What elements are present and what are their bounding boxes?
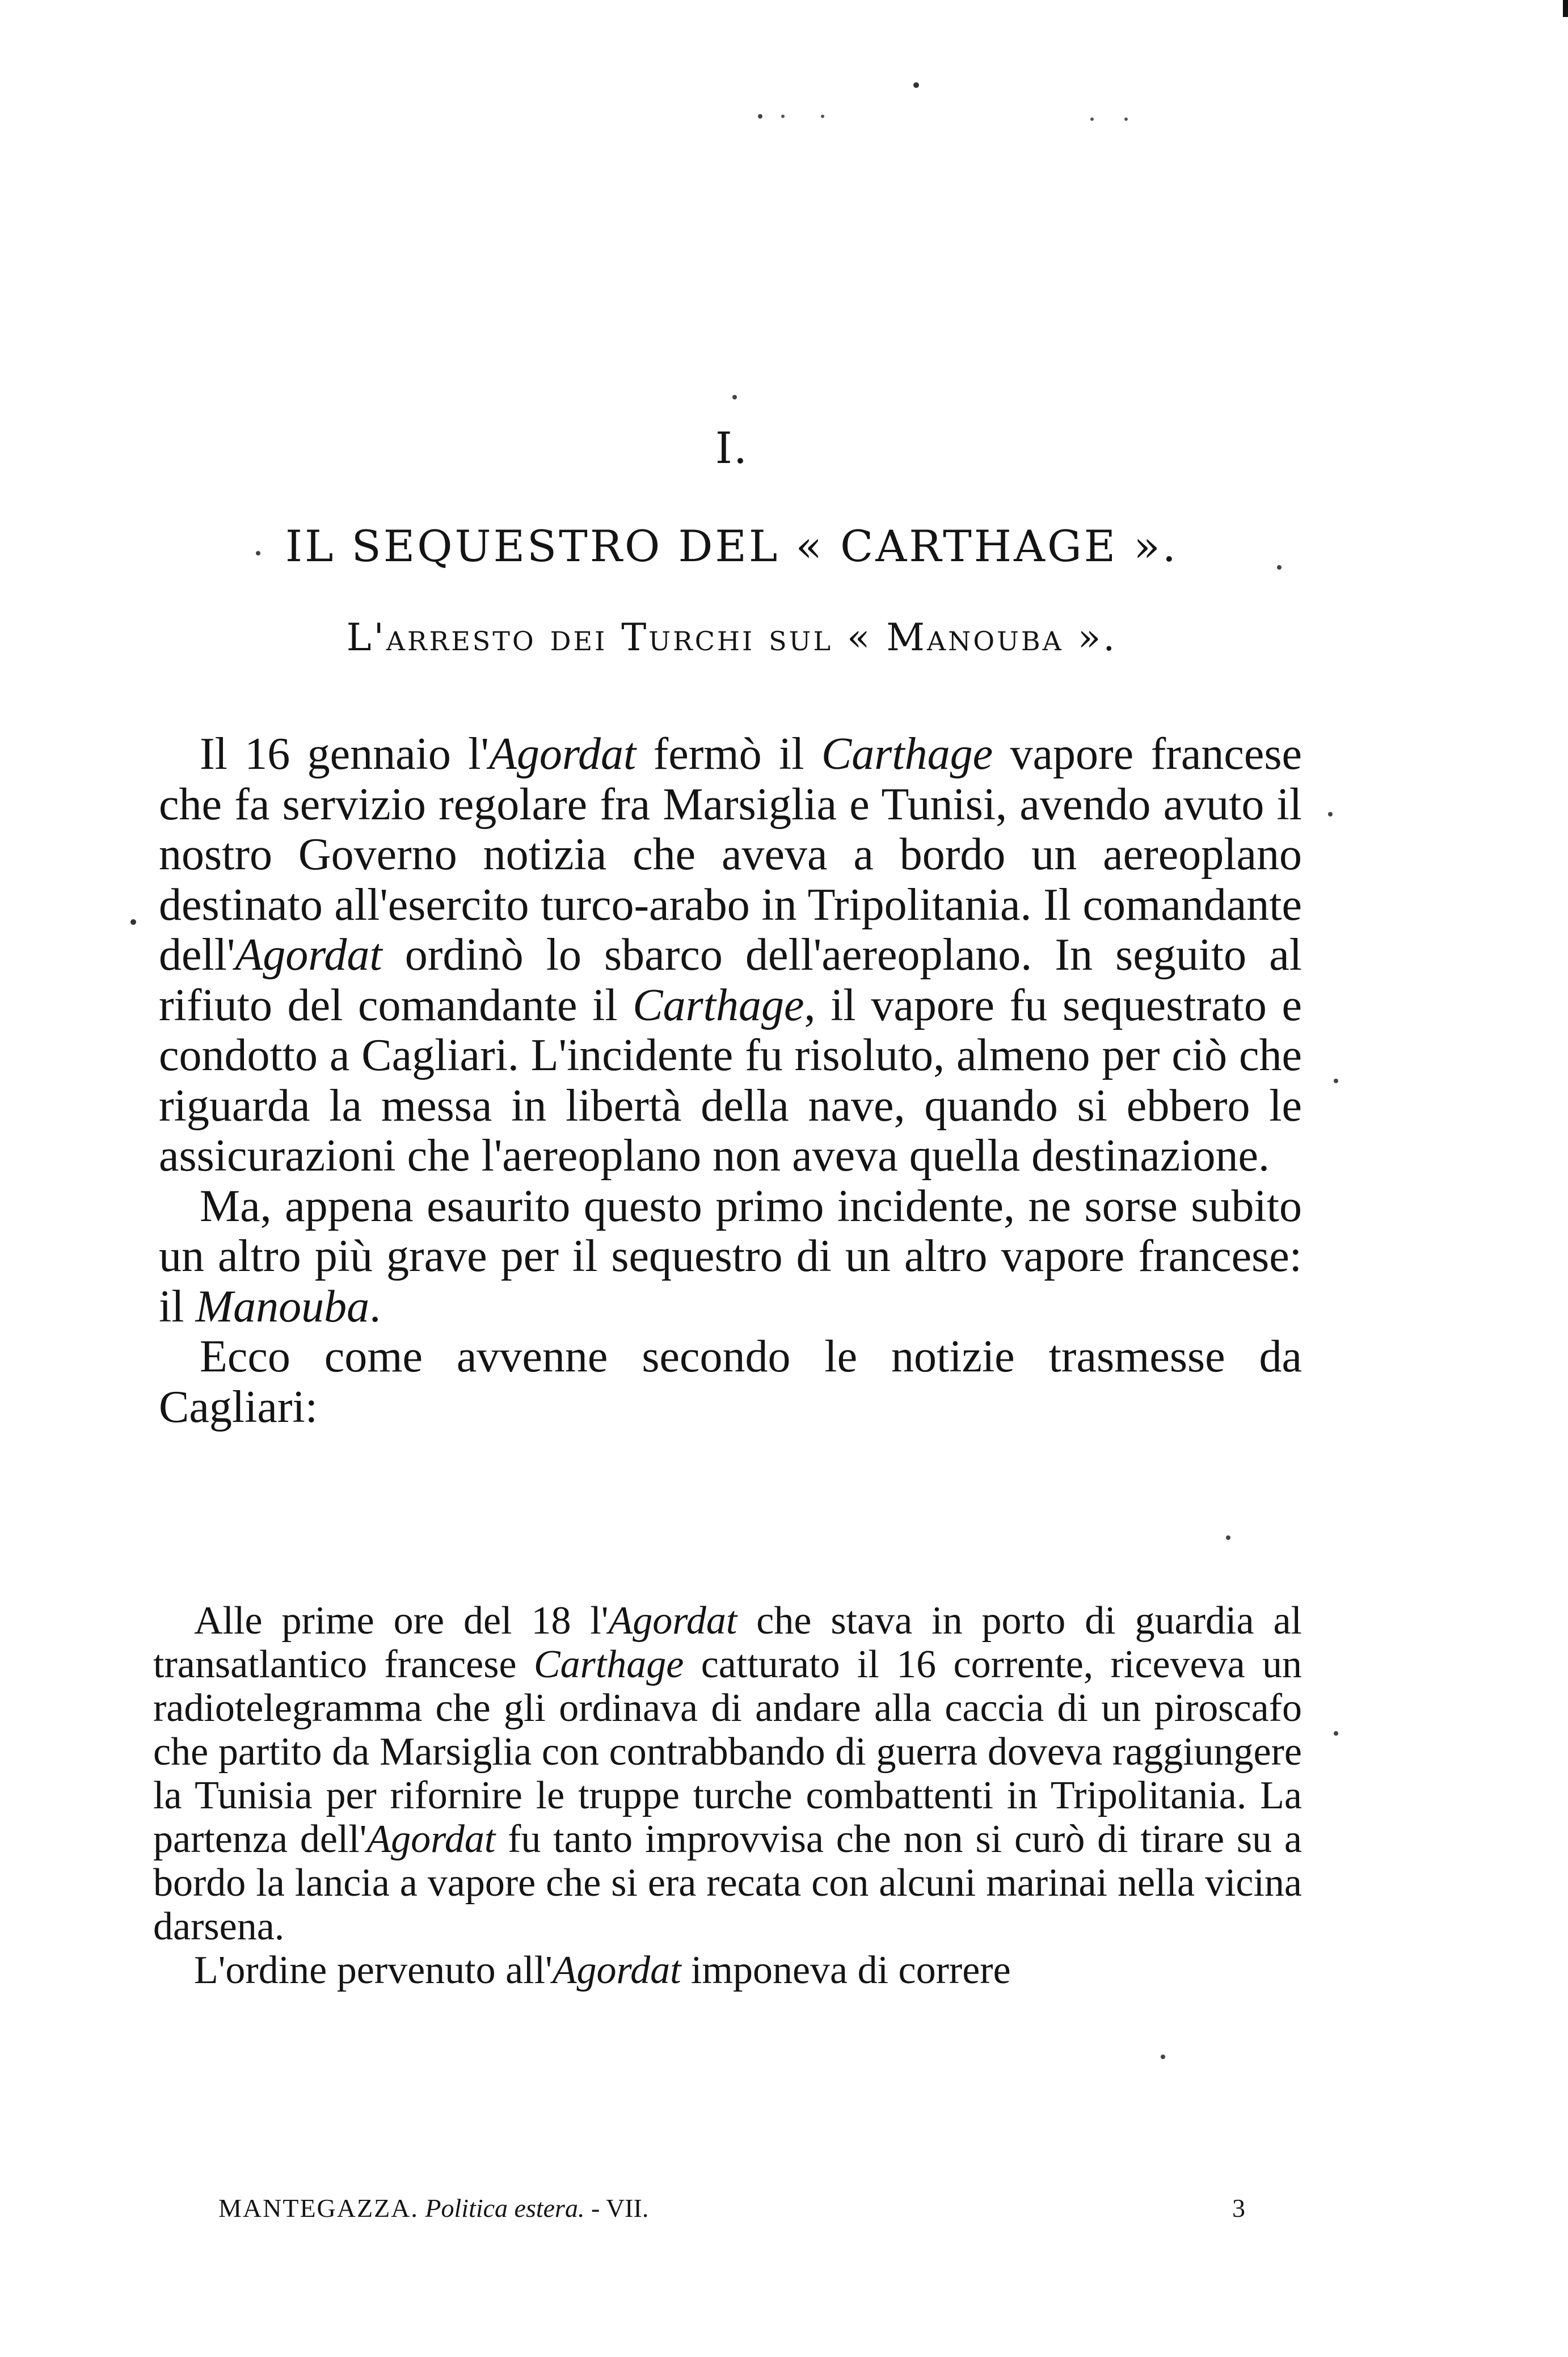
ship-name: Agordat (488, 729, 637, 779)
ship-name: Agordat (608, 1599, 737, 1643)
quote-paragraph: Alle prime ore del 18 l'Agordat che stava in porto di guardia al transatlantico francese Carthage catturato il 16 corrente, riceveva un radiotelegramma che gli ordinava di andare alla caccia di un piroscafo che partito da Marsiglia con contrabbando di guerra doveva raggiungere la Tunisia per rifornire le truppe turche combattenti in Tripolitania. La partenza dell'Agordat fu tanto improvvisa che non si curò di tirare su a bordo la lancia a vapore che si era recata con alcuni marinai nella vicina darsena. (153, 1599, 1302, 1948)
ship-name: Agordat (235, 930, 382, 980)
ship-name: Carthage (533, 1643, 684, 1686)
footer-volume: - VII. (591, 2194, 649, 2223)
quote-paragraph: L'ordine pervenuto all'Agordat imponeva di correre (194, 1948, 1011, 1992)
chapter-number: I. (715, 423, 749, 473)
chapter-subtitle: L'arresto dei Turchi sul « Manouba ». (346, 616, 1118, 659)
body-text (159, 729, 1302, 1432)
ship-name: Carthage (821, 729, 993, 779)
quoted-dispatch (153, 1599, 1302, 1992)
footer-author: MANTEGAZZA. (218, 2194, 419, 2223)
chapter-title: IL SEQUESTRO DEL « CARTHAGE ». (285, 521, 1178, 571)
page-footer (218, 2193, 1245, 2223)
footer-work-title: Politica estera. (425, 2194, 585, 2223)
body-paragraph: Ecco come avvenne secondo le notizie trasmesse da Cagliari: (159, 1332, 1302, 1432)
ship-name: Carthage (633, 980, 804, 1030)
ship-name: Agordat (366, 1817, 496, 1861)
page-number: 3 (1232, 2194, 1245, 2223)
body-paragraph: Ma, appena esaurito questo primo incidente, ne sorse subito un altro più grave per il sequestro di un altro vapore francese: il Manouba. (159, 1181, 1302, 1332)
ship-name: Manouba (195, 1281, 370, 1332)
body-paragraph: Il 16 gennaio l'Agordat fermò il Carthage vapore francese che fa servizio regolare fra Marsiglia e Tunisi, avendo avuto il nostro Governo notizia che aveva a bordo un aereoplano destinato all'esercito turco-arabo in Tripolitania. Il comandante dell'Agordat ordinò lo sbarco dell'aereoplano. In seguito al rifiuto del comandante il Carthage, il vapore fu sequestrato e condotto a Cagliari. L'incidente fu risoluto, almeno per ciò che riguarda la messa in libertà della nave, quando si ebbero le assicurazioni che l'aereoplano non aveva quella destinazione. (159, 729, 1303, 1181)
ship-name: Agordat (552, 1948, 681, 1992)
